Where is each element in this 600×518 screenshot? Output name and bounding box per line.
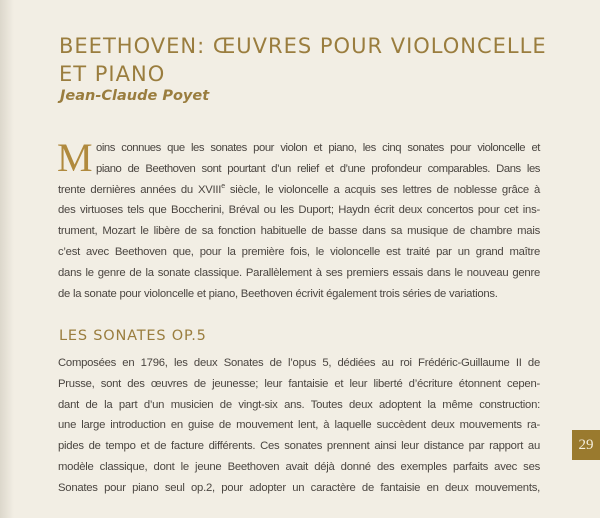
text-line: Prusse, sont des œuvres de jeunesse; leur fantaisie et leur liberté d’écriture étonnent cepen- <box>58 377 540 390</box>
text-line: Sonates pour piano seul op.2, pour adopter un caractère de fantaisie en deux mouvements, <box>58 481 540 494</box>
text-line: de la sonate pour violoncelle et piano, Beethoven écrivit également trois séries de variations. <box>58 287 498 300</box>
section-paragraph <box>58 353 540 499</box>
text-line: Composées en 1796, les deux Sonates de l’opus 5, dédiées au roi Frédéric-Guillaume II de <box>58 357 540 369</box>
text-line: c’est avec Beethoven que, pour la première fois, le violoncelle est traité par un grand maître <box>58 245 540 258</box>
text-line: des virtuoses tels que Boccherini, Bréval ou les Duport; Haydn écrit deux concertos pour cet ins- <box>58 204 540 217</box>
title-line: ET PIANO <box>59 62 166 86</box>
text-line: pides de tempo et de facture différents. Ces sonates prennent ainsi leur distance par rapport au <box>58 440 540 453</box>
text-line: trente dernières années du XVIIIe siècle, le violoncelle a acquis ses lettres de noblesse grâce à <box>58 182 540 196</box>
intro-paragraph <box>57 135 540 304</box>
text-line: dant de la part d’un musicien de vingt-six ans. Toutes deux adoptent la même construction: <box>58 398 540 411</box>
text-line: oins connues que les sonates pour violon et piano, les cinq sonates pour violoncelle et <box>96 142 540 154</box>
author-name: Jean-Claude Poyet <box>60 88 210 104</box>
section-heading: LES SONATES OP.5 <box>59 328 207 344</box>
title-line: BEETHOVEN: ŒUVRES POUR VIOLONCELLE <box>59 34 547 58</box>
article-title <box>59 32 547 88</box>
text-line: piano de Beethoven sont pourtant d’un relief et d’une profondeur comparables. Dans les <box>96 162 540 175</box>
page-number: 29 <box>572 430 600 460</box>
text-line: modèle classique, dont le jeune Beethoven avait déjà donné des exemples parfaits avec ses <box>58 460 540 473</box>
text-line: dans le genre de la sonate classique. Parallèlement à ses premiers essais dans le nouveau genre <box>58 266 540 279</box>
text-line: trument, Mozart le libère de sa fonction habituelle de basse dans sa musique de chambre mais <box>58 225 540 238</box>
drop-cap: M <box>57 135 93 180</box>
text-line: une large introduction en guise de mouvement lent, à laquelle succèdent deux mouvements ra- <box>58 419 540 432</box>
page-gutter-shadow <box>0 0 14 518</box>
